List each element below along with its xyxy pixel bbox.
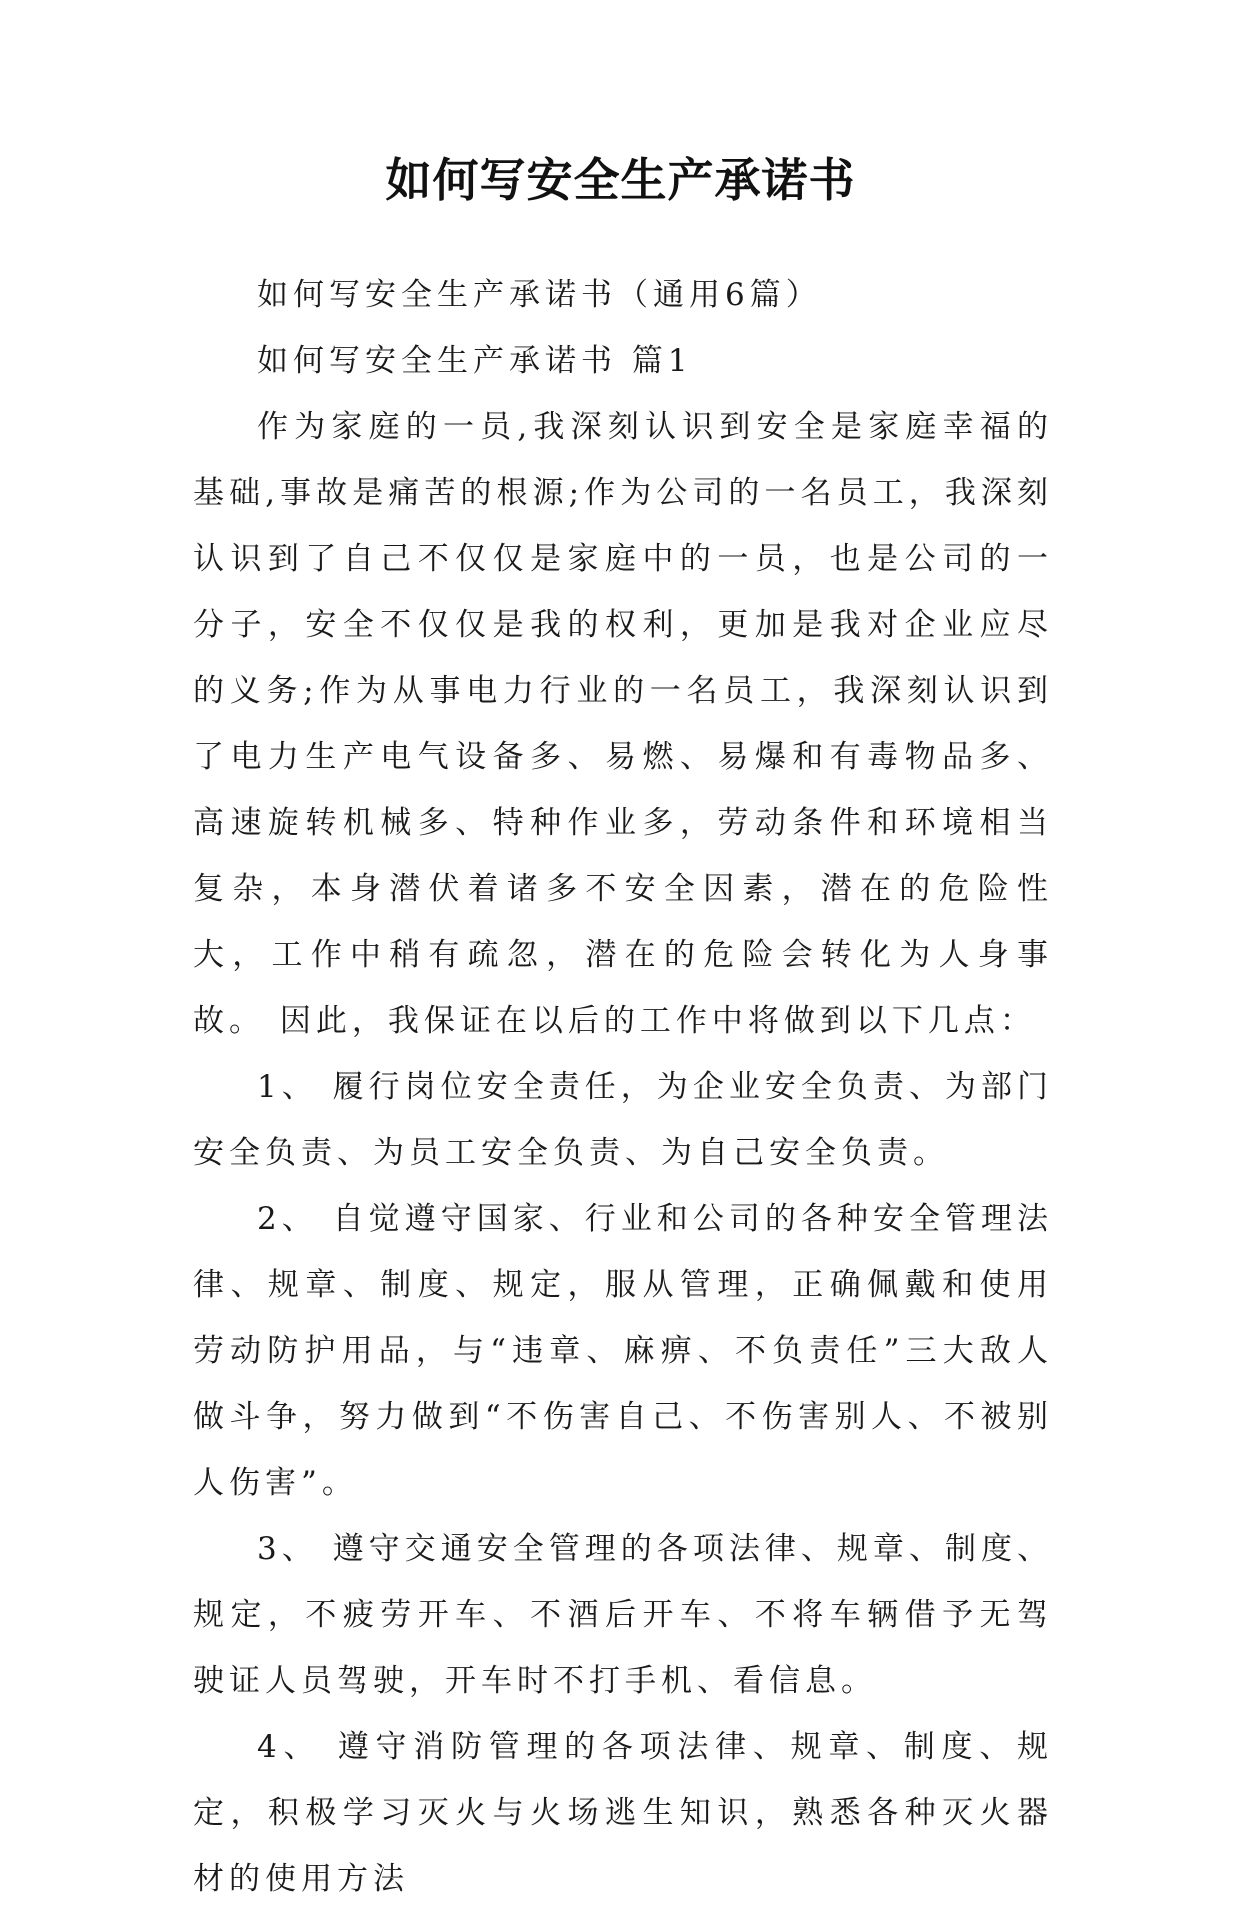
list-item: 2、 自觉遵守国家、行业和公司的各种安全管理法律、规章、制度、规定，服从管理，正确佩戴和使用劳动防护用品，与“违章、麻痹、不负责任”三大敌人做斗争，努力做到“不伤害自己、不伤害别人、不被别人伤害”。 <box>193 1201 1053 1501</box>
subtitle-paragraph: 如何写安全生产承诺书（通用6篇） <box>257 277 822 313</box>
list-item: 1、 履行岗位安全责任，为企业安全负责、为部门安全负责、为员工安全负责、为自己安全负责。 <box>193 1069 1053 1171</box>
document-body <box>193 262 1053 1912</box>
body-paragraph: 作为家庭的一员,我深刻认识到安全是家庭幸福的基础,事故是痛苦的根源;作为公司的一名员工，我深刻认识到了自己不仅仅是家庭中的一员，也是公司的一分子，安全不仅仅是我的权利，更加是我对企业应尽的义务;作为从事电力行业的一名员工，我深刻认识到了电力生产电气设备多、易燃、易爆和有毒物品多、高速旋转机械多、特种作业多，劳动条件和环境相当复杂，本身潜伏着诸多不安全因素，潜在的危险性大，工作中稍有疏忽，潜在的危险会转化为人身事故。 因此，我保证在以后的工作中将做到以下几点： <box>193 409 1053 1039</box>
list-item: 4、 遵守消防管理的各项法律、规章、制度、规定，积极学习灭火与火场逃生知识，熟悉各种灭火器材的使用方法 <box>193 1729 1053 1897</box>
section-heading: 如何写安全生产承诺书 篇1 <box>257 343 693 379</box>
document-title: 如何写安全生产承诺书 <box>385 153 856 207</box>
list-item: 3、 遵守交通安全管理的各项法律、规章、制度、规定，不疲劳开车、不酒后开车、不将车辆借予无驾驶证人员驾驶，开车时不打手机、看信息。 <box>193 1531 1053 1699</box>
